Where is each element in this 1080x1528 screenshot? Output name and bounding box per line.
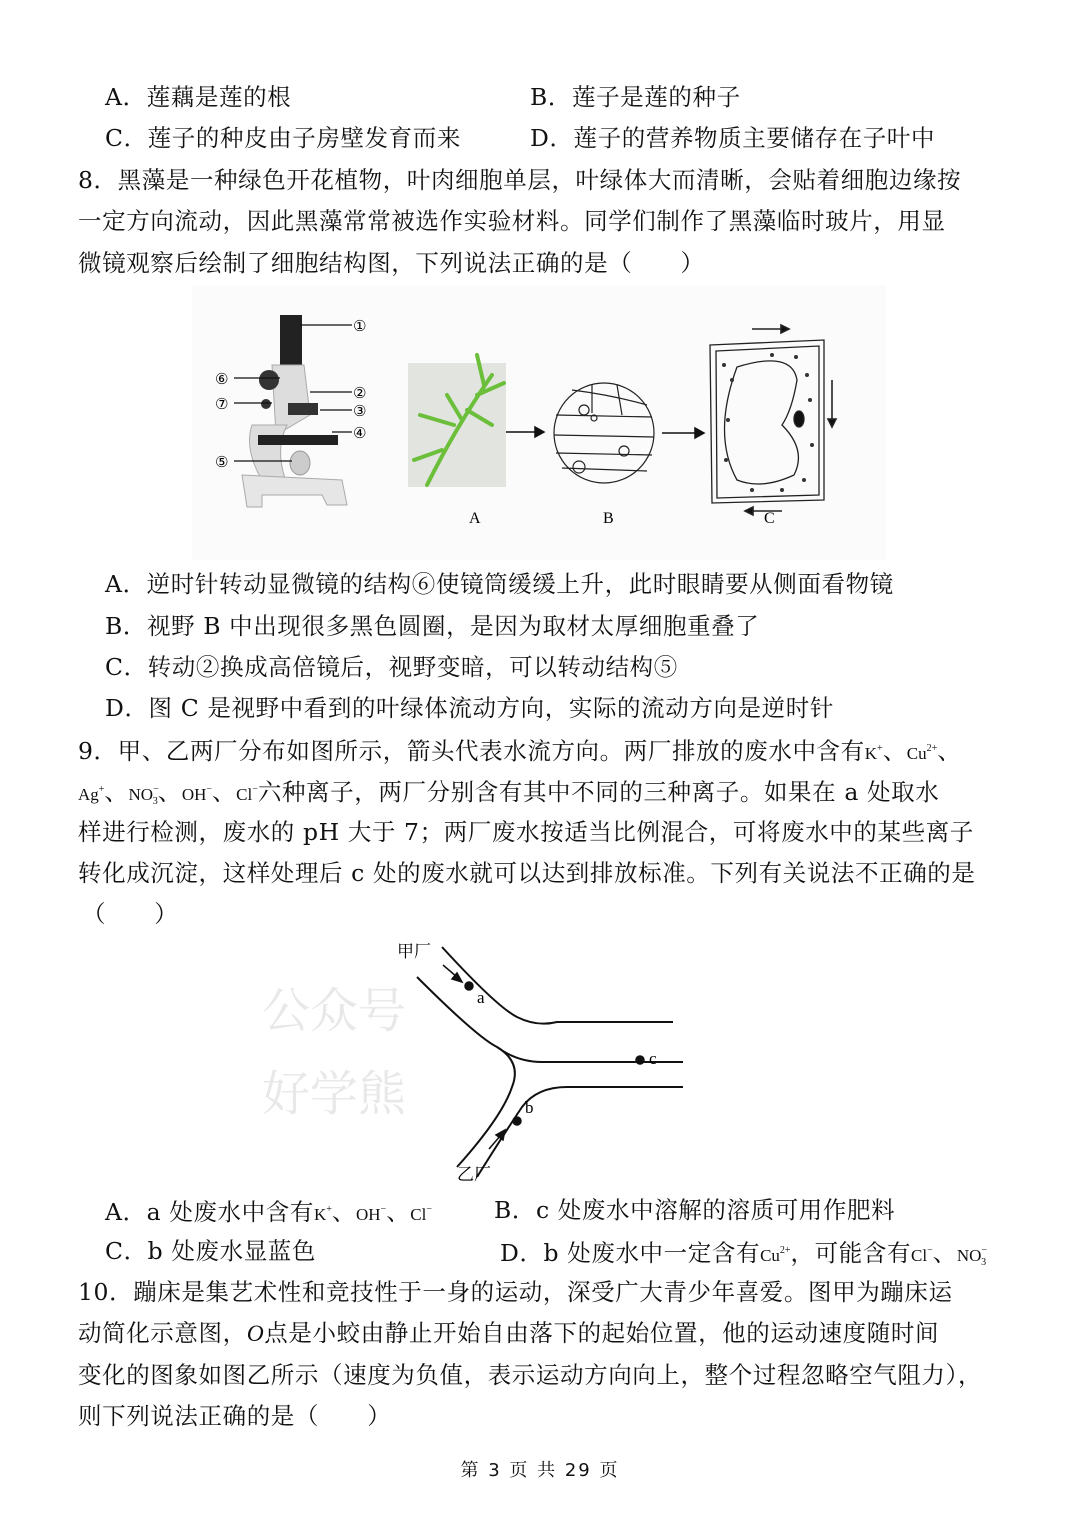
ion-k: K+ [864, 743, 883, 763]
factory-jia-label: 甲厂 [397, 942, 431, 961]
cell-diagram-c [710, 325, 836, 515]
ion-oh: OH− [181, 784, 213, 804]
q8-option-a: A．逆时针转动显微镜的结构⑥使镜筒缓缓上升，此时眼睛要从侧面看物镜 [105, 570, 894, 598]
q10-stem-line: 10．蹦床是集艺术性和竞技性于一身的运动，深受广大青少年喜爱。图甲为蹦床运 [78, 1278, 953, 1306]
panel-label-b: B [603, 510, 614, 527]
panel-label-a: A [469, 510, 481, 527]
page-number: 第 3 页 共 29 页 [460, 1460, 620, 1481]
q8-option-c: C．转动②换成高倍镜后，视野变暗，可以转动结构⑤ [105, 653, 678, 681]
plant-photo [408, 355, 506, 487]
ion-ag: Ag+ [78, 784, 105, 804]
ion-cl: Cl− [236, 784, 258, 804]
q7-option-d: D．莲子的营养物质主要储存在子叶中 [530, 124, 936, 152]
q9-stem-line: 9．甲、乙两厂分布如图所示，箭头代表水流方向。两厂排放的废水中含有K+、$Cu^{2+}$、 [78, 737, 962, 765]
q8-stem-line: 8．黑藻是一种绿色开花植物，叶肉细胞单层，叶绿体大而清晰，会贴着细胞边缘按 [78, 166, 962, 194]
q10-stem-line: 动简化示意图，O点是小蛟由静止开始自由落下的起始位置，他的运动速度随时间 [78, 1319, 940, 1347]
q10-stem-line: 则下列说法正确的是（ ） [78, 1402, 392, 1430]
q10-stem-line: 变化的图象如图乙所示（速度为负值，表示运动方向向上，整个过程忽略空气阻力）， [78, 1361, 983, 1389]
q9-option-a: A．a 处废水中含有K+、OH−、Cl− [105, 1198, 432, 1226]
point-a-label: a [477, 988, 485, 1007]
label-7: ⑦ [215, 395, 229, 413]
q8-option-d: D．图 C 是视野中看到的叶绿体流动方向，实际的流动方向是逆时针 [105, 694, 834, 722]
q7-option-c: C．莲子的种皮由子房壁发育而来 [105, 124, 461, 152]
watermark: 好学熊 [262, 1066, 407, 1122]
label-3: ③ [353, 402, 367, 420]
q9-answer-blank: （ ） [82, 900, 179, 928]
q7-option-b: B．莲子是莲的种子 [530, 83, 741, 111]
panel-label-c: C [764, 510, 775, 527]
q9-stem-line: Ag+、$NO^-_3$、OH−、Cl−六种离子，两厂分别含有其中不同的三种离子。如果在 a 处取水 [78, 778, 940, 807]
point-o: O [246, 1321, 265, 1347]
label-4: ④ [353, 424, 367, 442]
q9-stem-line: 样进行检测，废水的 pH 大于 7；两厂废水按适当比例混合，可将废水中的某些离子 [78, 818, 974, 846]
ion-no3: $NO^-_3$ [128, 784, 159, 807]
q8-stem-line: 一定方向流动，因此黑藻常常被选作实验材料。同学们制作了黑藻临时玻片，用显 [78, 207, 946, 235]
ion-cu: $Cu^{2+}$ [906, 743, 938, 763]
q9-option-d: D．b 处废水中一定含有$Cu^{2+}$，可能含有Cl−、$NO^-_3$ [500, 1239, 988, 1268]
q9-stem-line: 转化成沉淀，这样处理后 c 处的废水就可以达到排放标准。下列有关说法不正确的是 [78, 859, 976, 887]
label-5: ⑤ [215, 453, 229, 471]
watermark: 公众号 [262, 983, 407, 1039]
microscope-icon [234, 315, 352, 507]
q9-option-c: C．b 处废水显蓝色 [105, 1237, 316, 1265]
point-b-label: b [525, 1098, 534, 1117]
q7-option-a: A．莲藕是莲的根 [105, 83, 292, 111]
label-6: ⑥ [215, 370, 229, 388]
q9-option-b: B．c 处废水中溶解的溶质可用作肥料 [494, 1196, 896, 1224]
point-c-label: c [649, 1049, 657, 1068]
q8-figure [192, 285, 886, 560]
q8-stem-line: 微镜观察后绘制了细胞结构图，下列说法正确的是（ ） [78, 249, 705, 277]
q9-river-figure [397, 937, 683, 1185]
label-1: ① [353, 317, 367, 335]
q8-option-b: B．视野 B 中出现很多黑色圆圈，是因为取材太厚细胞重叠了 [105, 612, 760, 640]
microscope-figure [192, 285, 886, 560]
factory-yi-label: 乙厂 [457, 1165, 491, 1184]
label-2: ② [353, 384, 367, 402]
microscope-view-b [554, 383, 654, 483]
